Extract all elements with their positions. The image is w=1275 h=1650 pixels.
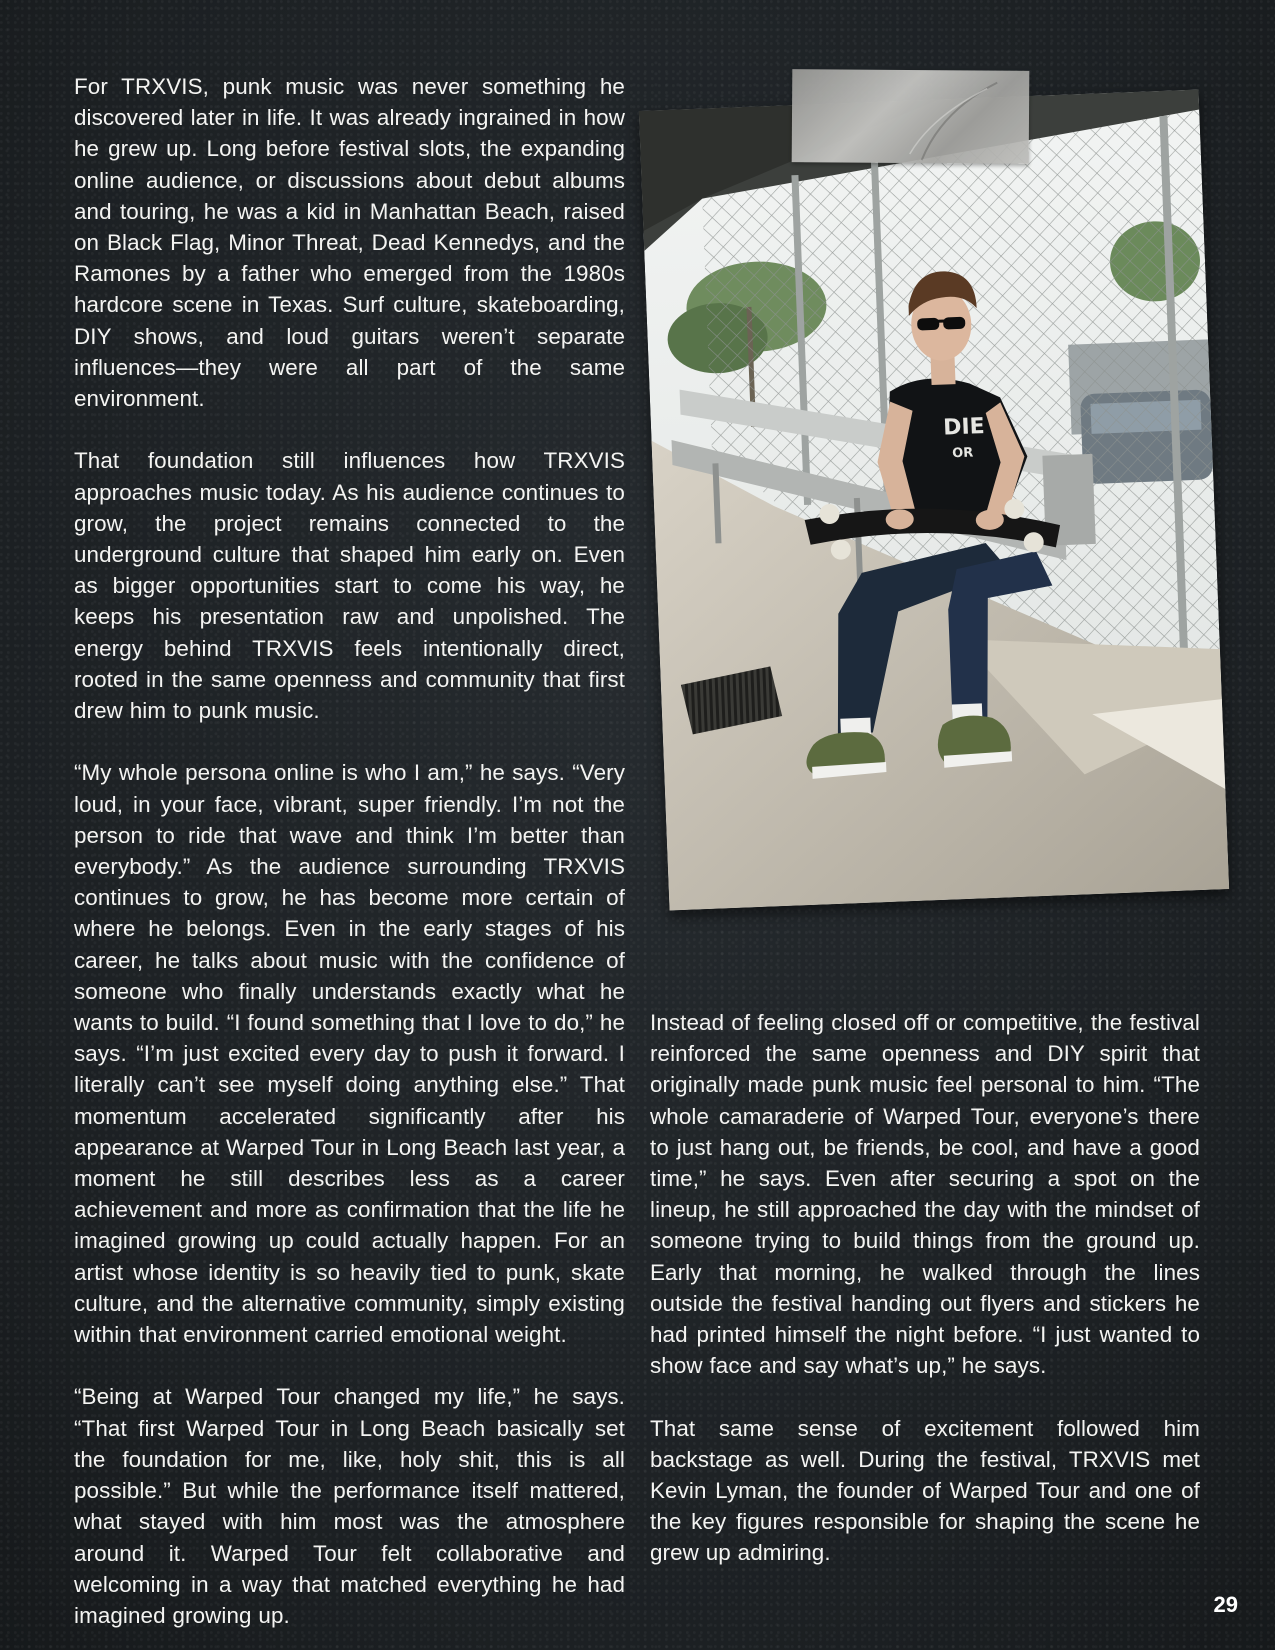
tape-strip (792, 69, 1030, 164)
paragraph: That foundation still influences how TRXVIS approaches music today. As his audience continues to grow, the project remains connected to the underground culture that shaped him early on. Even as bigger opportunities start to come his way, he keeps his presentation raw and unpolished. The energy behind TRXVIS feels intentionally direct, rooted in the same openness and community that first drew him to punk music. (74, 448, 625, 724)
right-text-column (650, 1007, 1200, 1569)
paragraph: Instead of feeling closed off or competitive, the festival reinforced the same openness and DIY spirit that originally made punk music feel personal to him. “The whole camaraderie of Warped Tour, everyone’s there to just hang out, be friends, be cool, and have a good time,” he says. Even after securing a spot on the lineup, he still approached the day with the mindset of someone trying to build things from the ground up. Early that morning, he walked through the lines outside the festival handing out flyers and stickers he had printed himself the night before. “I just wanted to show face and say what’s up,” he says. (650, 1010, 1200, 1379)
shirt-print-line1: DIE (942, 414, 986, 441)
paragraph: “Being at Warped Tour changed my life,” he says. “That first Warped Tour in Long Beach basically set the foundation for me, like, holy shit, this is all possible.” But while the performance itself mattered, what stayed with him most was the atmosphere around it. Warped Tour felt collaborative and welcoming in a way that matched everything he had imagined growing up. (74, 1384, 625, 1628)
shirt-print-line2: OR (951, 445, 974, 462)
paragraph: That same sense of excitement followed him backstage as well. During the festival, TRXVIS met Kevin Lyman, the founder of Warped Tour and one of the key figures responsible for shaping the scene he grew up admiring. (650, 1415, 1200, 1566)
page-number: 29 (1213, 1592, 1238, 1617)
paragraph: For TRXVIS, punk music was never something he discovered later in life. It was already ingrained in how he grew up. Long before festival slots, the expanding online audience, or discussions about debut albums and touring, he was a kid in Manhattan Beach, raised on Black Flag, Minor Threat, Dead Kennedys, and the Ramones by a father who emerged from the 1980s hardcore scene in Texas. Surf culture, skateboarding, DIY shows, and loud guitars weren’t separate influences—they were all part of the same environment. (74, 74, 625, 412)
artist-photo (639, 90, 1229, 911)
left-text-column (74, 71, 625, 1631)
paragraph: “My whole persona online is who I am,” he says. “Very loud, in your face, vibrant, super friendly. I’m not the person to ride that wave and think I’m better than everybody.” As the audience surrounding TRXVIS continues to grow, he has become more certain of where he belongs. Even in the early stages of his career, he talks about music with the confidence of someone who finally understands exactly what he wants to build. “I found something that I love to do,” he says. “I’m just excited every day to push it forward. I literally can’t see myself doing anything else.” That momentum accelerated significantly after his appearance at Warped Tour in Long Beach last year, a moment he still describes less as a career achievement and more as confirmation that the life he imagined growing up could actually happen. For an artist whose identity is so heavily tied to punk, skate culture, and the alternative community, simply existing within that environment carried emotional weight. (74, 760, 625, 1348)
